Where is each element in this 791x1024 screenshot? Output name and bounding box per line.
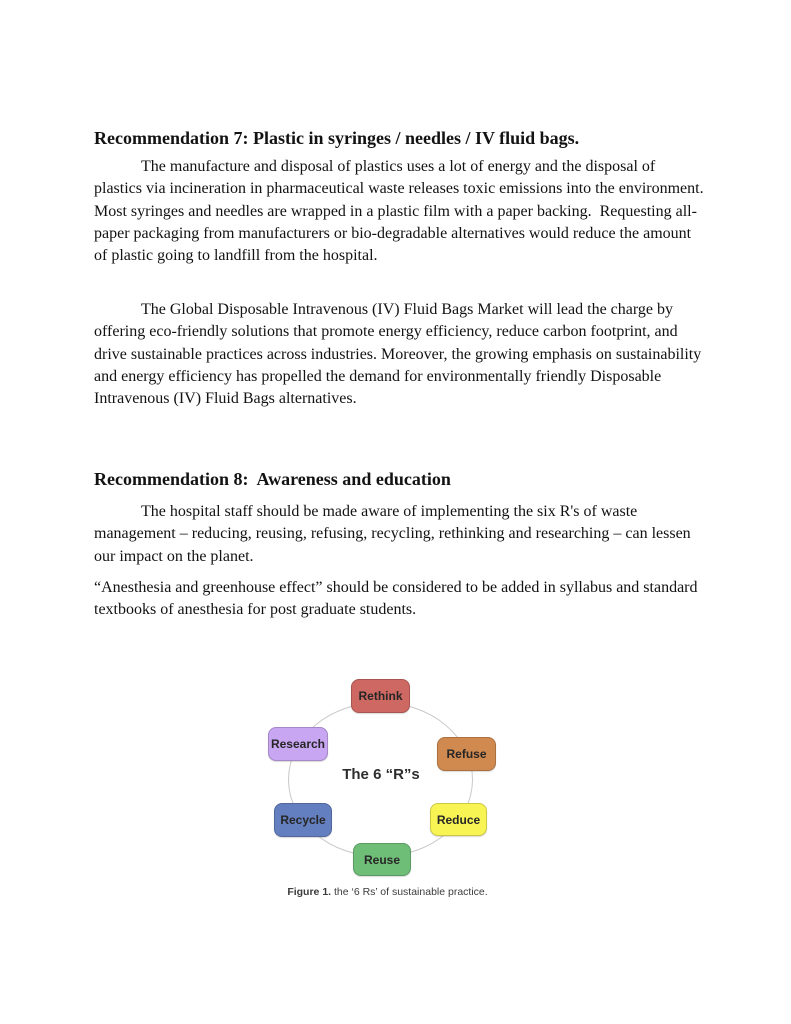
- figure-center-label: The 6 “R”s: [342, 766, 420, 783]
- node-rethink: Rethink: [351, 679, 410, 713]
- figure-caption-text: the ‘6 Rs’ of sustainable practice.: [331, 886, 488, 898]
- section-heading-recommendation-7: Recommendation 7: Plastic in syringes / needles / IV fluid bags.: [94, 128, 580, 148]
- node-reduce: Reduce: [430, 803, 487, 836]
- node-research: Research: [268, 727, 328, 761]
- node-reuse: Reuse: [353, 843, 411, 876]
- figure-caption-label: Figure 1.: [287, 886, 332, 898]
- node-recycle: Recycle: [274, 803, 332, 837]
- paragraph-six-rs: The hospital staff should be made aware of implementing the six R's of waste management – reducing, reusing, refusing, recycling, rethinking and researching – can lessen our impact on the planet.: [94, 503, 695, 565]
- node-refuse: Refuse: [437, 737, 496, 771]
- figure-caption: [0, 886, 775, 898]
- paragraph-anesthesia-syllabus: “Anesthesia and greenhouse effect” should be considered to be added in syllabus and standard textbooks of anesthesia for post graduate students.: [94, 579, 702, 619]
- paragraph-plastics-disposal: The manufacture and disposal of plastics uses a lot of energy and the disposal of plastics via incineration in pharmaceutical waste releases toxic emissions into the environment. Most syringes and needles are wrapped in a plastic film with a paper backing. Requesting all-paper packaging from manufacturers or bio-degradable alternatives would reduce the amount of plastic going to landfill from the hospital.: [94, 158, 712, 265]
- section-heading-recommendation-8: Recommendation 8: Awareness and education: [94, 469, 451, 489]
- paragraph-iv-fluid-bags: The Global Disposable Intravenous (IV) Fluid Bags Market will lead the charge by offering eco-friendly solutions that promote energy efficiency, reduce carbon footprint, and drive sustainable practices across industries. Moreover, the growing emphasis on sustainability and energy efficiency has propelled the demand for environmentally friendly Disposable Intravenous (IV) Fluid Bags alternatives.: [94, 301, 706, 408]
